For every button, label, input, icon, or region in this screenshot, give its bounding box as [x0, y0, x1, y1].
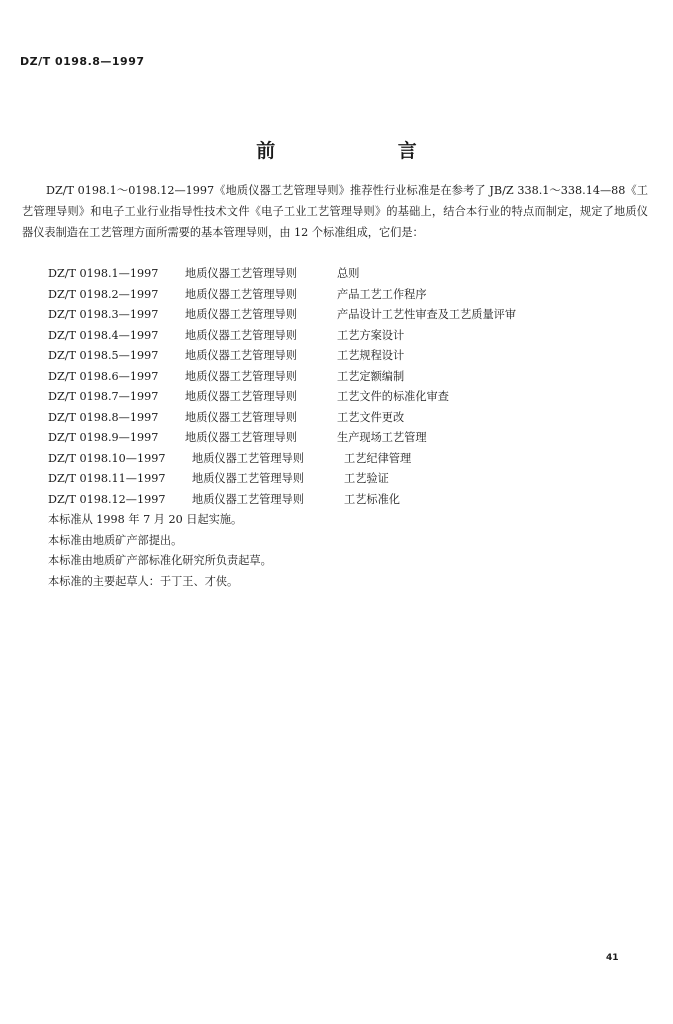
- part-series: 地质仪器工艺管理导则: [185, 328, 297, 342]
- page-number: 41: [606, 953, 619, 963]
- part-series: 地质仪器工艺管理导则: [185, 267, 297, 280]
- list-item: [48, 387, 516, 408]
- intro-paragraph: DZ/T 0198.1～0198.12—1997《地质仪器工艺管理导则》推荐性行业标准是在参考了 JB/Z 338.1～338.14—88《工艺管理导则》和电子工业行业指导性技术文件《电子工业工艺管理导则》的基础上，结合本行业的特点而制定，规定了地质仪器仪表制造在工艺管理方面所需要的基本管理导则，由 12 个标准组成，它们是：: [22, 184, 648, 239]
- part-code: DZ/T 0198.10—1997: [48, 451, 166, 465]
- part-series: 地质仪器工艺管理导则: [185, 287, 297, 301]
- part-code: DZ/T 0198.6—1997: [48, 369, 159, 383]
- list-item: [48, 346, 516, 367]
- part-series: 地质仪器工艺管理导则: [185, 431, 297, 444]
- part-series: 地质仪器工艺管理导则: [185, 349, 297, 362]
- part-subject: 工艺规程设计: [337, 349, 405, 362]
- page-title: 前 言: [256, 140, 475, 162]
- part-subject: 总则: [337, 267, 360, 280]
- standard-parts-list: [48, 264, 516, 510]
- list-item: [48, 326, 516, 347]
- part-series: 地质仪器工艺管理导则: [185, 410, 297, 424]
- part-code: DZ/T 0198.7—1997: [48, 390, 159, 403]
- part-code: DZ/T 0198.11—1997: [48, 472, 166, 485]
- part-subject: 产品工艺工作程序: [337, 287, 427, 301]
- part-code: DZ/T 0198.1—1997: [48, 267, 159, 280]
- part-code: DZ/T 0198.12—1997: [48, 492, 166, 506]
- proposer-note: 本标准由地质矿产部提出。: [48, 533, 183, 547]
- list-item: [48, 367, 516, 388]
- part-subject: 工艺验证: [344, 472, 389, 485]
- part-code: DZ/T 0198.8—1997: [48, 410, 159, 424]
- part-subject: 生产现场工艺管理: [337, 431, 427, 444]
- part-subject: 工艺方案设计: [337, 328, 405, 342]
- part-subject: 产品设计工艺性审查及工艺质量评审: [337, 308, 517, 321]
- part-code: DZ/T 0198.5—1997: [48, 349, 159, 362]
- list-item: [48, 305, 516, 326]
- list-item: [48, 285, 516, 306]
- part-series: 地质仪器工艺管理导则: [185, 390, 297, 403]
- part-subject: 工艺文件的标准化审查: [337, 390, 449, 403]
- part-code: DZ/T 0198.9—1997: [48, 431, 159, 444]
- effective-date-note: 本标准从 1998 年 7 月 20 日起实施。: [48, 513, 243, 526]
- part-subject: 工艺定额编制: [337, 369, 405, 383]
- standard-notes-list: [48, 510, 272, 592]
- part-series: 地质仪器工艺管理导则: [192, 492, 304, 506]
- drafters-note: 本标准的主要起草人：于丁王、才侠。: [48, 574, 239, 588]
- drafting-unit-note: 本标准由地质矿产部标准化研究所负责起草。: [48, 554, 272, 567]
- part-code: DZ/T 0198.2—1997: [48, 287, 159, 301]
- part-code: DZ/T 0198.4—1997: [48, 328, 159, 342]
- standard-code-header: DZ/T 0198.8—1997: [20, 55, 145, 68]
- list-item: [48, 428, 516, 449]
- part-subject: 工艺纪律管理: [344, 451, 412, 465]
- list-item: [48, 449, 516, 470]
- part-series: 地质仪器工艺管理导则: [185, 308, 297, 321]
- part-series: 地质仪器工艺管理导则: [192, 472, 304, 485]
- list-item: [48, 490, 516, 511]
- part-series: 地质仪器工艺管理导则: [185, 369, 297, 383]
- part-code: DZ/T 0198.3—1997: [48, 308, 159, 321]
- list-item: [48, 469, 516, 490]
- part-subject: 工艺文件更改: [337, 410, 405, 424]
- list-item: [48, 264, 516, 285]
- part-series: 地质仪器工艺管理导则: [192, 451, 304, 465]
- list-item: [48, 408, 516, 429]
- part-subject: 工艺标准化: [344, 492, 400, 506]
